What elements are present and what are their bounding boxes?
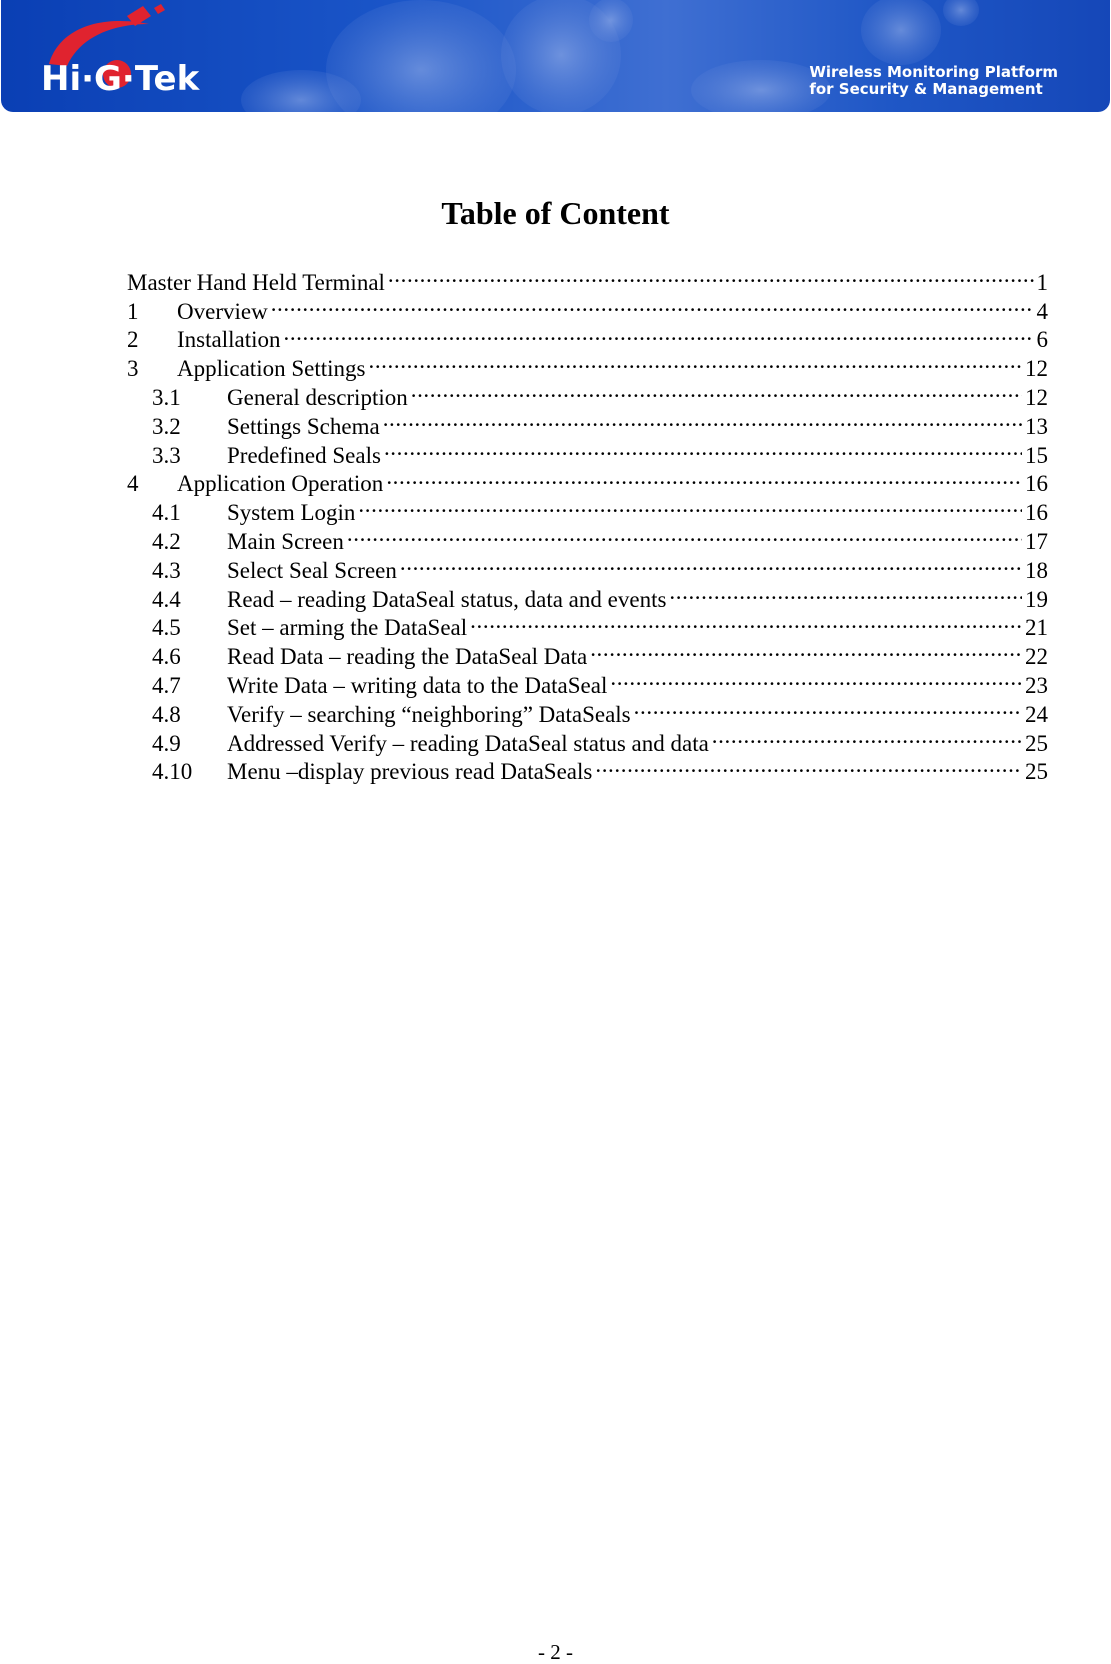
toc-entry-number: 3 — [127, 356, 139, 382]
toc-entry-page: 13 — [1025, 413, 1048, 439]
toc-entry-number: 2 — [127, 327, 139, 353]
toc-entry-page: 12 — [1025, 356, 1048, 382]
toc-entry-page: 22 — [1025, 644, 1048, 670]
tagline-line-2: for Security & Management — [809, 80, 1043, 98]
toc-entry-page: 23 — [1025, 672, 1048, 698]
toc-entry-page: 19 — [1025, 586, 1048, 612]
toc-leader-dots — [712, 722, 1022, 751]
toc-entry-number: 3.3 — [152, 442, 181, 468]
toc-entry-page: 4 — [1036, 298, 1048, 324]
toc-entry-number: 4 — [127, 471, 139, 497]
toc-entry-title[interactable]: Installation — [177, 327, 281, 353]
toc-entry-page: 18 — [1025, 557, 1048, 583]
toc-entry-number: 4.6 — [152, 644, 181, 670]
toc-entry-page: 21 — [1025, 615, 1048, 641]
toc-leader-dots — [634, 693, 1022, 722]
table-of-contents — [127, 261, 1048, 785]
toc-entry-title[interactable]: Main Screen — [227, 528, 344, 554]
toc-entry-number: 4.1 — [152, 500, 181, 526]
toc-entry-page: 16 — [1025, 471, 1048, 497]
toc-entry-title[interactable]: Read Data – reading the DataSeal Data — [227, 644, 588, 670]
toc-entry-title[interactable]: Predefined Seals — [227, 442, 381, 468]
toc-entry-number: 4.2 — [152, 528, 181, 554]
toc-entry-page: 12 — [1025, 384, 1048, 410]
toc-leader-dots — [347, 520, 1022, 549]
toc-entry-title[interactable]: Write Data – writing data to the DataSeal — [227, 672, 608, 698]
toc-entry-title[interactable]: Application Operation — [177, 471, 384, 497]
header-banner — [1, 0, 1110, 112]
toc-entry-number: 3.1 — [152, 384, 181, 410]
toc-entry-number: 4.4 — [152, 586, 181, 612]
toc-entry-title[interactable]: Addressed Verify – reading DataSeal status and data — [227, 730, 709, 756]
toc-leader-dots — [400, 549, 1022, 578]
toc-entry-number: 4.10 — [152, 759, 193, 785]
toc-entry-number: 4.7 — [152, 672, 181, 698]
toc-entry-title[interactable]: Read – reading DataSeal status, data and events — [227, 586, 667, 612]
toc-entry-title[interactable]: Application Settings — [177, 356, 366, 382]
toc-entry-page: 1 — [1036, 269, 1048, 295]
toc-entry-number: 3.2 — [152, 413, 181, 439]
toc-leader-dots — [358, 491, 1022, 520]
toc-entry-title[interactable]: Set – arming the DataSeal — [227, 615, 468, 641]
toc-entry-number: 4.8 — [152, 701, 181, 727]
toc-entry[interactable] — [127, 261, 1048, 295]
toc-entry-page: 25 — [1025, 730, 1048, 756]
toc-leader-dots — [610, 664, 1022, 693]
toc-leader-dots — [271, 290, 1034, 319]
toc-entry-title[interactable]: Select Seal Screen — [227, 557, 397, 583]
toc-leader-dots — [669, 578, 1022, 607]
toc-entry-title[interactable]: Settings Schema — [227, 413, 380, 439]
toc-leader-dots — [283, 319, 1033, 348]
toc-entry-page: 25 — [1025, 759, 1048, 785]
toc-entry-page: 24 — [1025, 701, 1048, 727]
toc-entry-number: 4.5 — [152, 615, 181, 641]
toc-entry-title[interactable]: Menu –display previous read DataSeals — [227, 759, 593, 785]
toc-leader-dots — [470, 607, 1022, 636]
toc-entry-number: 4.3 — [152, 557, 181, 583]
toc-leader-dots — [386, 463, 1022, 492]
company-logo: Hi·G·Tek — [41, 59, 200, 99]
page-number: - 2 - — [538, 1640, 573, 1664]
toc-entry-number: 4.9 — [152, 730, 181, 756]
toc-leader-dots — [384, 434, 1022, 463]
toc-entry-title[interactable]: Overview — [177, 298, 268, 324]
toc-leader-dots — [388, 261, 1034, 290]
banner-tagline — [809, 64, 1058, 98]
tagline-line-1: Wireless Monitoring Platform — [809, 63, 1058, 81]
toc-entry-title[interactable]: Master Hand Held Terminal — [127, 269, 385, 295]
toc-leader-dots — [411, 376, 1022, 405]
toc-entry-page: 16 — [1025, 500, 1048, 526]
toc-entry-page: 15 — [1025, 442, 1048, 468]
page-title: Table of Content — [441, 195, 670, 231]
toc-leader-dots — [368, 347, 1022, 376]
toc-entry-page: 17 — [1025, 528, 1048, 554]
toc-entry-title[interactable]: General description — [227, 384, 408, 410]
toc-entry-number: 1 — [127, 298, 139, 324]
toc-leader-dots — [595, 751, 1022, 780]
toc-leader-dots — [383, 405, 1022, 434]
toc-entry-title[interactable]: Verify – searching “neighboring” DataSeals — [227, 701, 631, 727]
toc-entry-page: 6 — [1036, 327, 1048, 353]
toc-entry-title[interactable]: System Login — [227, 500, 356, 526]
toc-leader-dots — [590, 635, 1022, 664]
